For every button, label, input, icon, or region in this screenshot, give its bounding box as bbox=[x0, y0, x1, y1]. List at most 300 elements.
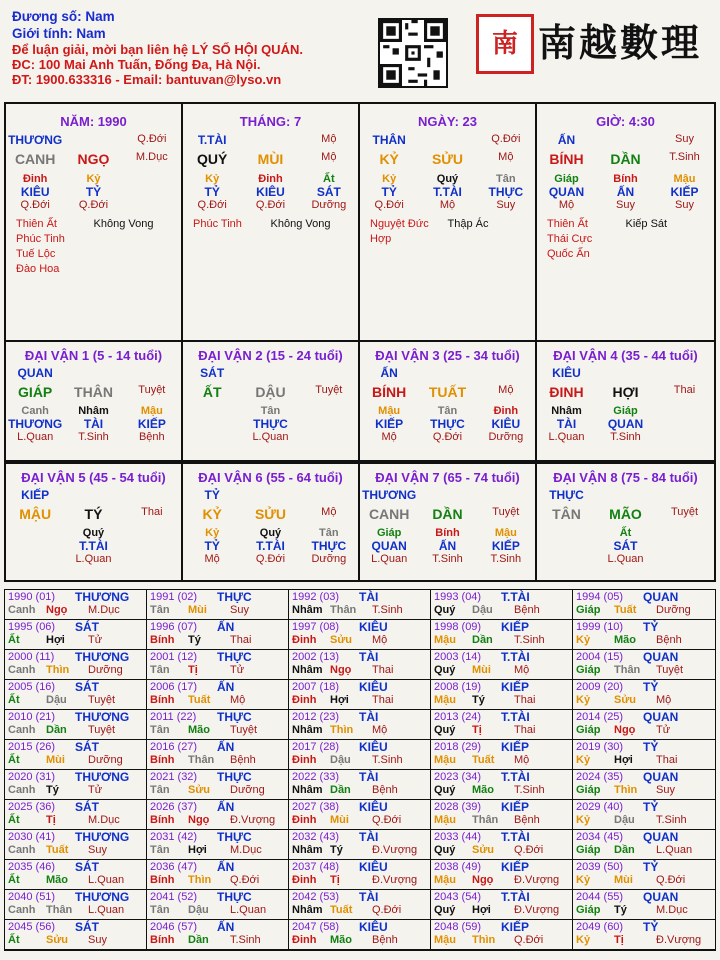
year-ten-god: KIÊU bbox=[359, 860, 388, 874]
year-can: Đinh bbox=[292, 814, 317, 826]
dai-van-8 bbox=[537, 464, 714, 580]
ten-god: KIÊU bbox=[256, 185, 285, 199]
year-can: Giáp bbox=[576, 784, 601, 796]
dai-van-stage: Tuyệt bbox=[315, 384, 343, 396]
dai-van-top: QUAN bbox=[17, 366, 53, 380]
year-can: Nhâm bbox=[292, 904, 323, 916]
hidden-stem: Mậu bbox=[378, 405, 401, 417]
year-can: Quý bbox=[434, 604, 456, 616]
year-can: Tân bbox=[150, 784, 170, 796]
year-label: 2003 (14) bbox=[434, 651, 482, 663]
year-cell bbox=[289, 650, 431, 680]
dai-van-can: BÍNH bbox=[372, 384, 407, 400]
hidden-stem: Ất bbox=[619, 527, 632, 539]
hidden-stem: Mậu bbox=[140, 405, 163, 417]
year-chi: Sửu bbox=[472, 844, 495, 856]
dai-van-chi: MÃO bbox=[609, 506, 642, 522]
year-ten-god: THƯƠNG bbox=[75, 590, 130, 604]
ten-god: SÁT bbox=[613, 539, 638, 553]
year-ten-god: T.TÀI bbox=[501, 650, 530, 664]
year-chi: Thân bbox=[188, 754, 215, 766]
dai-van-title: ĐẠI VẬN 7 (65 - 74 tuổi) bbox=[375, 470, 520, 485]
year-stage: L.Quan bbox=[230, 904, 267, 916]
year-can: Kỷ bbox=[576, 874, 591, 886]
year-cell bbox=[431, 800, 573, 830]
dai-van-stage: Tuyệt bbox=[492, 506, 520, 518]
year-label: 2016 (27) bbox=[150, 741, 198, 753]
year-label: 2047 (58) bbox=[292, 921, 340, 933]
year-chi: Mùi bbox=[330, 814, 349, 826]
dai-van-5 bbox=[6, 464, 183, 580]
year-ten-god: ẤN bbox=[217, 800, 235, 814]
year-ten-god: KIÊU bbox=[359, 800, 388, 814]
growth-stage: L.Quan bbox=[548, 431, 585, 443]
year-cell bbox=[289, 620, 431, 650]
hidden-stem: Nhâm bbox=[78, 405, 109, 417]
year-ten-god: QUAN bbox=[643, 650, 679, 664]
year-chi: Hợi bbox=[46, 634, 65, 646]
growth-stage: T.Sinh bbox=[610, 431, 641, 443]
year-ten-god: KIÊU bbox=[359, 920, 388, 934]
year-cell bbox=[147, 800, 289, 830]
year-ten-god: ẤN bbox=[217, 740, 235, 754]
year-ten-god: QUAN bbox=[643, 770, 679, 784]
year-label: 2002 (13) bbox=[292, 651, 340, 663]
dai-van-chi: TUẤT bbox=[428, 384, 467, 400]
dai-van-can: CANH bbox=[368, 506, 410, 522]
ten-god: TÀI bbox=[83, 417, 104, 431]
year-ten-god: SÁT bbox=[75, 920, 99, 934]
ten-god bbox=[655, 539, 714, 553]
dai-van-stage: Mộ bbox=[498, 384, 514, 396]
ten-god bbox=[123, 185, 181, 199]
star-good: Thiên Ất bbox=[547, 218, 588, 230]
year-cell bbox=[573, 770, 715, 800]
year-chi: Mão bbox=[46, 874, 68, 886]
ten-god: TỶ bbox=[204, 539, 220, 553]
dai-van-stage: Thai bbox=[673, 384, 696, 396]
growth-stage: Dưỡng bbox=[311, 199, 347, 211]
year-chi: Tý bbox=[330, 844, 343, 856]
growth-stage: Mộ bbox=[204, 553, 220, 565]
year-ten-god: THỰC bbox=[217, 830, 252, 844]
year-chi: Mùi bbox=[188, 604, 207, 616]
growth-stage: Q.Đới bbox=[255, 199, 286, 211]
ten-god: THỰC bbox=[430, 417, 465, 431]
ten-god: THƯƠNG bbox=[8, 417, 63, 431]
year-ten-god: TÀI bbox=[359, 710, 379, 724]
year-label: 2000 (11) bbox=[8, 651, 55, 663]
dai-van-top: ẤN bbox=[380, 366, 398, 380]
year-label: 2028 (39) bbox=[434, 801, 482, 813]
year-ten-god: KIẾP bbox=[501, 920, 530, 934]
growth-stage: Suy bbox=[616, 199, 635, 211]
pillar-top: Q.Đới bbox=[491, 133, 521, 145]
year-ten-god: THƯƠNG bbox=[75, 710, 130, 724]
growth-stage: L.Quan bbox=[75, 553, 112, 565]
year-stage: M.Dục bbox=[88, 604, 120, 616]
year-cell bbox=[573, 830, 715, 860]
hidden-stem: Đinh bbox=[258, 173, 283, 185]
year-stage: Thai bbox=[230, 634, 252, 646]
phone-email-line: ĐT: 1900.633316 - Email: bantuvan@lyso.vn bbox=[12, 72, 282, 87]
year-label: 2026 (37) bbox=[150, 801, 198, 813]
year-label: 2019 (30) bbox=[576, 741, 624, 753]
year-can: Quý bbox=[434, 904, 456, 916]
year-label: 2045 (56) bbox=[8, 921, 56, 933]
year-cell bbox=[147, 920, 289, 950]
growth-stage: T.Sinh bbox=[78, 431, 109, 443]
year-cell bbox=[147, 710, 289, 740]
ten-god bbox=[123, 539, 181, 553]
growth-stage: L.Quan bbox=[17, 431, 54, 443]
year-label: 1995 (06) bbox=[8, 621, 56, 633]
year-can: Mậu bbox=[434, 634, 456, 646]
year-ten-god: T.TÀI bbox=[501, 890, 530, 904]
year-ten-god: TỶ bbox=[643, 800, 659, 814]
year-chi: Hợi bbox=[614, 754, 633, 766]
hidden-stem: Giáp bbox=[554, 173, 579, 185]
year-ten-god: KIẾP bbox=[501, 800, 530, 814]
star-good: Nguyệt Đức Hợp bbox=[370, 218, 429, 245]
qr-code-icon bbox=[378, 18, 448, 88]
ten-god: SÁT bbox=[316, 185, 341, 199]
year-stage: L.Quan bbox=[88, 874, 125, 886]
year-ten-god: TÀI bbox=[359, 770, 379, 784]
hidden-stem: Tân bbox=[437, 405, 458, 417]
year-cell bbox=[147, 830, 289, 860]
yearly-luck-table bbox=[4, 589, 716, 951]
year-stage: Mộ bbox=[514, 754, 530, 766]
year-cell bbox=[147, 860, 289, 890]
year-cell bbox=[431, 740, 573, 770]
year-label: 2012 (23) bbox=[292, 711, 340, 723]
year-cell bbox=[573, 710, 715, 740]
year-cell bbox=[5, 650, 147, 680]
year-ten-god: THƯƠNG bbox=[75, 890, 130, 904]
year-stage: Bệnh bbox=[230, 754, 256, 766]
year-chi: Dần bbox=[46, 724, 67, 736]
year-stage: Thai bbox=[514, 724, 536, 736]
pillar-can-chi: DẦN bbox=[610, 151, 641, 167]
growth-stage: Q.Đới bbox=[78, 199, 109, 211]
year-cell bbox=[5, 830, 147, 860]
year-ten-god: QUAN bbox=[643, 830, 679, 844]
pillar-top bbox=[418, 133, 476, 147]
year-cell bbox=[147, 620, 289, 650]
year-stage: T.Sinh bbox=[230, 934, 261, 946]
year-cell bbox=[147, 680, 289, 710]
year-cell bbox=[573, 890, 715, 920]
dai-van-chi: DẦN bbox=[432, 506, 463, 522]
year-cell bbox=[573, 860, 715, 890]
pillar-title: NGÀY: 23 bbox=[418, 114, 477, 129]
year-can: Tân bbox=[150, 604, 170, 616]
year-ten-god: SÁT bbox=[75, 680, 99, 694]
year-stage: Q.Đới bbox=[372, 814, 402, 826]
year-cell bbox=[289, 710, 431, 740]
hidden-stem: Nhâm bbox=[551, 405, 582, 417]
pillar-title: NĂM: 1990 bbox=[60, 114, 127, 129]
year-can: Đinh bbox=[292, 874, 317, 886]
dai-van-title: ĐẠI VẬN 2 (15 - 24 tuổi) bbox=[198, 348, 343, 363]
year-label: 2038 (49) bbox=[434, 861, 482, 873]
year-can: Canh bbox=[8, 844, 36, 856]
year-can: Kỷ bbox=[576, 694, 591, 706]
dai-van-can: GIÁP bbox=[18, 384, 53, 400]
year-can: Giáp bbox=[576, 844, 601, 856]
growth-stage bbox=[6, 553, 64, 565]
star-good: Quốc Ấn bbox=[547, 248, 590, 260]
year-label: 1992 (03) bbox=[292, 591, 340, 603]
hidden-stem bbox=[537, 527, 596, 539]
dai-van-title: ĐẠI VẬN 5 (45 - 54 tuổi) bbox=[21, 470, 166, 485]
pillar-can-chi: BÍNH bbox=[549, 151, 584, 167]
dai-van-chi: SỬU bbox=[254, 506, 287, 522]
pillar-can-chi: SỬU bbox=[431, 151, 464, 167]
hidden-stem: Đinh bbox=[22, 173, 48, 185]
dai-van-title: ĐẠI VẬN 8 (75 - 84 tuổi) bbox=[553, 470, 698, 485]
dai-van-7 bbox=[360, 464, 537, 580]
growth-stage: T.Sinh bbox=[490, 553, 522, 565]
year-stage: T.Sinh bbox=[514, 634, 545, 646]
hidden-stem: Canh bbox=[21, 405, 49, 417]
star-bad: Thập Ác bbox=[447, 218, 489, 230]
year-label: 2015 (26) bbox=[8, 741, 56, 753]
dai-van-can: ĐINH bbox=[549, 384, 584, 400]
ten-god: KIẾP bbox=[491, 539, 520, 553]
year-label: 2041 (52) bbox=[150, 891, 198, 903]
year-label: 2033 (44) bbox=[434, 831, 482, 843]
pillar-2 bbox=[360, 104, 537, 340]
year-can: Bính bbox=[150, 934, 175, 946]
ten-god bbox=[300, 417, 358, 431]
year-stage: Mộ bbox=[372, 634, 388, 646]
year-label: 2021 (32) bbox=[150, 771, 198, 783]
year-stage: Suy bbox=[88, 844, 107, 856]
year-chi: Hợi bbox=[472, 904, 491, 916]
dai-van-top: SÁT bbox=[200, 366, 225, 380]
year-ten-god: SÁT bbox=[75, 860, 99, 874]
dai-van-can: KỶ bbox=[202, 506, 222, 522]
year-can: Kỷ bbox=[576, 814, 591, 826]
year-label: 2022 (33) bbox=[292, 771, 340, 783]
growth-stage bbox=[300, 431, 358, 443]
year-can: Quý bbox=[434, 844, 456, 856]
year-label: 2031 (42) bbox=[150, 831, 198, 843]
year-cell bbox=[431, 680, 573, 710]
year-chi: Tý bbox=[614, 904, 627, 916]
dai-van-chi: THÂN bbox=[74, 384, 113, 400]
pillar-top bbox=[64, 133, 122, 147]
dai-van-top: KIẾP bbox=[21, 488, 50, 502]
year-label: 2042 (53) bbox=[292, 891, 340, 903]
hidden-stem: Giáp bbox=[613, 405, 638, 417]
dai-van-row-2 bbox=[4, 462, 716, 582]
year-label: 2039 (50) bbox=[576, 861, 624, 873]
pillar-can-chi: Mộ bbox=[321, 151, 337, 163]
year-label: 2034 (45) bbox=[576, 831, 624, 843]
year-can: Tân bbox=[150, 904, 170, 916]
year-ten-god: ẤN bbox=[217, 920, 235, 934]
year-cell bbox=[147, 650, 289, 680]
year-can: Nhâm bbox=[292, 784, 323, 796]
year-ten-god: THỰC bbox=[217, 770, 252, 784]
year-chi: Hợi bbox=[330, 694, 349, 706]
dai-van-can: MẬU bbox=[19, 506, 52, 522]
year-label: 2043 (54) bbox=[434, 891, 482, 903]
year-cell bbox=[289, 920, 431, 950]
year-label: 2008 (19) bbox=[434, 681, 482, 693]
growth-stage: Q.Đới bbox=[197, 199, 227, 211]
year-cell bbox=[5, 920, 147, 950]
year-label: 2027 (38) bbox=[292, 801, 340, 813]
year-stage: Thai bbox=[372, 664, 394, 676]
year-can: Ất bbox=[8, 694, 20, 706]
seal-stamp: 南 bbox=[476, 14, 534, 74]
year-ten-god: TỶ bbox=[643, 680, 659, 694]
year-can: Canh bbox=[8, 664, 36, 676]
year-stage: Tuyệt bbox=[656, 664, 684, 676]
year-chi: Tị bbox=[188, 664, 198, 676]
year-can: Bính bbox=[150, 694, 175, 706]
year-can: Tân bbox=[150, 724, 170, 736]
dai-van-1 bbox=[6, 342, 183, 460]
year-ten-god: THỰC bbox=[217, 590, 252, 604]
hidden-stem: Kỷ bbox=[86, 173, 101, 185]
year-can: Ất bbox=[8, 634, 20, 646]
pillar-can-chi: T.Sinh bbox=[669, 151, 700, 163]
ten-god: THỰC bbox=[311, 539, 347, 553]
pillar-can-chi: NGỌ bbox=[77, 151, 110, 167]
year-cell bbox=[5, 800, 147, 830]
year-ten-god: THƯƠNG bbox=[75, 650, 130, 664]
year-chi: Thìn bbox=[46, 664, 70, 676]
year-stage: T.Sinh bbox=[656, 814, 687, 826]
year-stage: T.Sinh bbox=[372, 604, 403, 616]
pillar-can-chi: QUÝ bbox=[196, 151, 228, 167]
year-cell bbox=[431, 920, 573, 950]
star-good: Thiên Ất bbox=[16, 218, 57, 230]
year-chi: Tý bbox=[46, 784, 59, 796]
year-ten-god: TÀI bbox=[359, 590, 379, 604]
year-label: 2049 (60) bbox=[576, 921, 624, 933]
year-chi: Hợi bbox=[188, 844, 207, 856]
year-cell bbox=[431, 710, 573, 740]
year-can: Mậu bbox=[434, 814, 456, 826]
year-cell bbox=[431, 590, 573, 620]
hidden-stem: Quý bbox=[436, 173, 459, 185]
hidden-stem bbox=[123, 173, 181, 185]
year-cell bbox=[5, 710, 147, 740]
year-can: Đinh bbox=[292, 754, 317, 766]
year-cell bbox=[289, 740, 431, 770]
star-good: Phúc Tinh bbox=[193, 218, 242, 230]
year-can: Nhâm bbox=[292, 844, 323, 856]
year-can: Canh bbox=[8, 724, 36, 736]
year-can: Quý bbox=[434, 784, 456, 796]
year-can: Nhâm bbox=[292, 604, 323, 616]
year-chi: Sửu bbox=[188, 784, 211, 796]
year-chi: Tị bbox=[330, 874, 340, 886]
star-bad: Kiếp Sát bbox=[625, 218, 668, 230]
year-label: 2017 (28) bbox=[292, 741, 340, 753]
year-chi: Tý bbox=[472, 694, 485, 706]
dai-van-2 bbox=[183, 342, 360, 460]
year-can: Tân bbox=[150, 844, 170, 856]
year-cell bbox=[289, 890, 431, 920]
year-stage: M.Dục bbox=[230, 844, 262, 856]
year-ten-god: SÁT bbox=[75, 740, 99, 754]
growth-stage: Mộ bbox=[439, 199, 456, 211]
year-can: Bính bbox=[150, 754, 175, 766]
dai-van-stage: Mộ bbox=[321, 506, 337, 518]
year-stage: Q.Đới bbox=[372, 904, 402, 916]
year-chi: Mão bbox=[472, 784, 494, 796]
star-good: Thái Cực bbox=[547, 233, 593, 245]
year-chi: Mùi bbox=[614, 874, 633, 886]
growth-stage: Suy bbox=[496, 199, 516, 211]
year-chi: Mùi bbox=[46, 754, 65, 766]
year-chi: Ngọ bbox=[330, 664, 352, 676]
year-stage: Suy bbox=[230, 604, 249, 616]
year-label: 2035 (46) bbox=[8, 861, 56, 873]
year-stage: Tử bbox=[656, 724, 671, 736]
year-can: Quý bbox=[434, 664, 456, 676]
hidden-stem: Quý bbox=[82, 527, 105, 539]
year-chi: Mão bbox=[330, 934, 352, 946]
dai-van-title: ĐẠI VẬN 4 (35 - 44 tuổi) bbox=[553, 348, 698, 363]
year-ten-god: ẤN bbox=[217, 680, 235, 694]
gender-line: Giới tính: Nam bbox=[12, 26, 106, 41]
year-ten-god: KIÊU bbox=[359, 680, 388, 694]
year-ten-god: TỶ bbox=[643, 860, 659, 874]
year-stage: Thai bbox=[514, 694, 536, 706]
year-label: 2044 (55) bbox=[576, 891, 624, 903]
year-stage: Tuyệt bbox=[88, 694, 116, 706]
ten-god: KIẾP bbox=[670, 185, 699, 199]
pillar-can-chi: CANH bbox=[14, 151, 56, 167]
ten-god: KIÊU bbox=[20, 185, 50, 199]
year-ten-god: KIÊU bbox=[359, 740, 388, 754]
year-chi: Thìn bbox=[188, 874, 212, 886]
year-stage: Dưỡng bbox=[656, 604, 691, 616]
dai-van-row-1 bbox=[4, 342, 716, 462]
year-cell bbox=[431, 650, 573, 680]
pillar-can-chi: M.Dục bbox=[135, 151, 168, 163]
hidden-stem bbox=[655, 405, 714, 417]
ten-god: TỶ bbox=[204, 185, 220, 199]
dai-van-4 bbox=[537, 342, 714, 460]
year-label: 2032 (43) bbox=[292, 831, 340, 843]
year-stage: Q.Đới bbox=[656, 874, 686, 886]
year-stage: Bệnh bbox=[514, 814, 540, 826]
year-label: 2020 (31) bbox=[8, 771, 56, 783]
year-stage: Dưỡng bbox=[230, 784, 265, 796]
pillar-top: THƯƠNG bbox=[8, 133, 63, 147]
year-stage: M.Dục bbox=[88, 814, 120, 826]
year-can: Ất bbox=[8, 814, 20, 826]
year-stage: Bệnh bbox=[656, 634, 682, 646]
year-label: 2006 (17) bbox=[150, 681, 198, 693]
hidden-stem: Bính bbox=[435, 527, 460, 539]
ten-god bbox=[537, 539, 596, 553]
year-can: Mậu bbox=[434, 754, 456, 766]
year-ten-god: SÁT bbox=[75, 620, 99, 634]
pillar-can-chi: MÙI bbox=[257, 151, 284, 167]
ten-god: THỰC bbox=[253, 417, 288, 431]
pillar-top: Q.Đới bbox=[137, 133, 167, 145]
